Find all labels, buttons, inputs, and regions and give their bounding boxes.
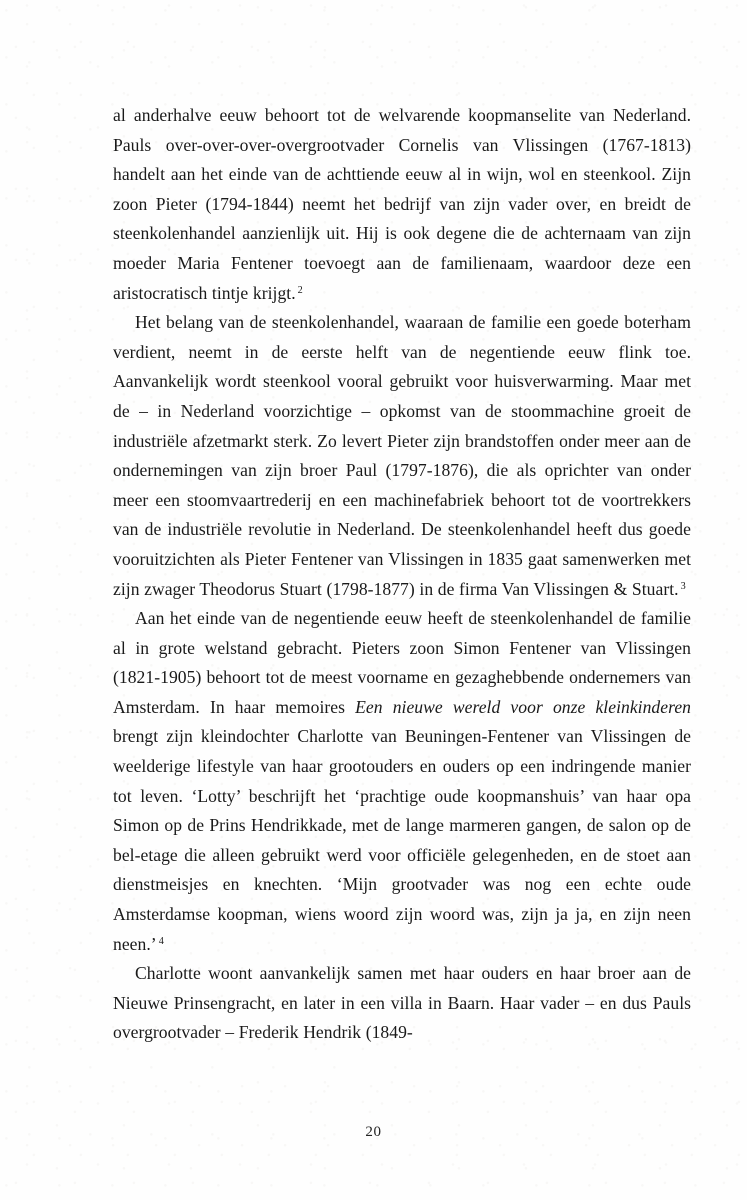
footnote-marker: 2 <box>297 284 303 296</box>
book-title-italic: Een nieuwe wereld voor onze kleinkinderen <box>355 696 691 717</box>
paragraph-para-2: Het belang van de steenkolenhandel, waaraan de familie een goede boterham verdient, neemt in de eerste helft van de negentiende eeuw flink toe. Aanvankelijk wordt steenkool vooral gebruikt voor huisverwarming. Maar met de – in Nederland voorzichtige – opkomst van de stoommachine groeit de industriële afzetmarkt sterk. Zo levert Pieter zijn brandstoffen onder meer aan de ondernemingen van zijn broer Paul (1797-1876), die als oprichter van onder meer een stoomvaartrederij en een machinefabriek behoort tot de voortrekkers van de industriële revolutie in Nederland. De steenkolenhandel heeft dus goede vooruitzichten als Pieter Fentener van Vlissingen in 1835 gaat samenwerken met zijn zwager Theodorus Stuart (1798-1877) in de firma Van Vlissingen & Stuart. $^3$ <box>113 312 691 599</box>
footnote-marker: 4 <box>158 936 164 948</box>
page-number: 20 <box>365 1124 382 1140</box>
footnote-marker: 3 <box>680 580 686 592</box>
paragraph-para-4: Charlotte woont aanvankelijk samen met haar ouders en haar broer aan de Nieuwe Prinsengracht, en later in een villa in Baarn. Haar vader – en dus Pauls overgrootvader – Frederik Hendrik (1849- <box>113 963 691 1043</box>
body-text-column <box>113 101 691 1048</box>
paragraph-para-3: Aan het einde van de negentiende eeuw heeft de steenkolenhandel de familie al in grote welstand gebracht. Pieters zoon Simon Fentener van Vlissingen (1821-1905) behoort tot de meest voorname en gezaghebbende ondernemers van Amsterdam. In haar memoires Een nieuwe wereld voor onze kleinkinderen brengt zijn kleindochter Charlotte van Beuningen-Fentener van Vlissingen de weelderige lifestyle van haar grootouders en ouders op een indringende manier tot leven. ‘Lotty’ beschrijft het ‘prachtige oude koopmanshuis’ van haar opa Simon op de Prins Hendrikkade, met de lange marmeren gangen, de salon op de bel-etage die alleen gebruikt werd voor officiële gelegenheden, en de stoet aan dienstmeisjes en knechten. ‘Mijn grootvader was nog een echte oude Amsterdamse koopman, wiens woord zijn woord was, zijn ja ja, en zijn neen neen.’ $^4$ <box>113 608 691 954</box>
paragraph-para-1: al anderhalve eeuw behoort tot de welvarende koopmanselite van Nederland. Pauls over-over-over-overgrootvader Cornelis van Vlissingen (1767-1813) handelt aan het einde van de achttiende eeuw al in wijn, wol en steenkool. Zijn zoon Pieter (1794-1844) neemt het bedrijf van zijn vader over, en breidt de steenkolenhandel aanzienlijk uit. Hij is ook degene die de achternaam van zijn moeder Maria Fentener toevoegt aan de familienaam, waardoor deze een aristocratisch tintje krijgt. $^2$ <box>113 105 691 303</box>
